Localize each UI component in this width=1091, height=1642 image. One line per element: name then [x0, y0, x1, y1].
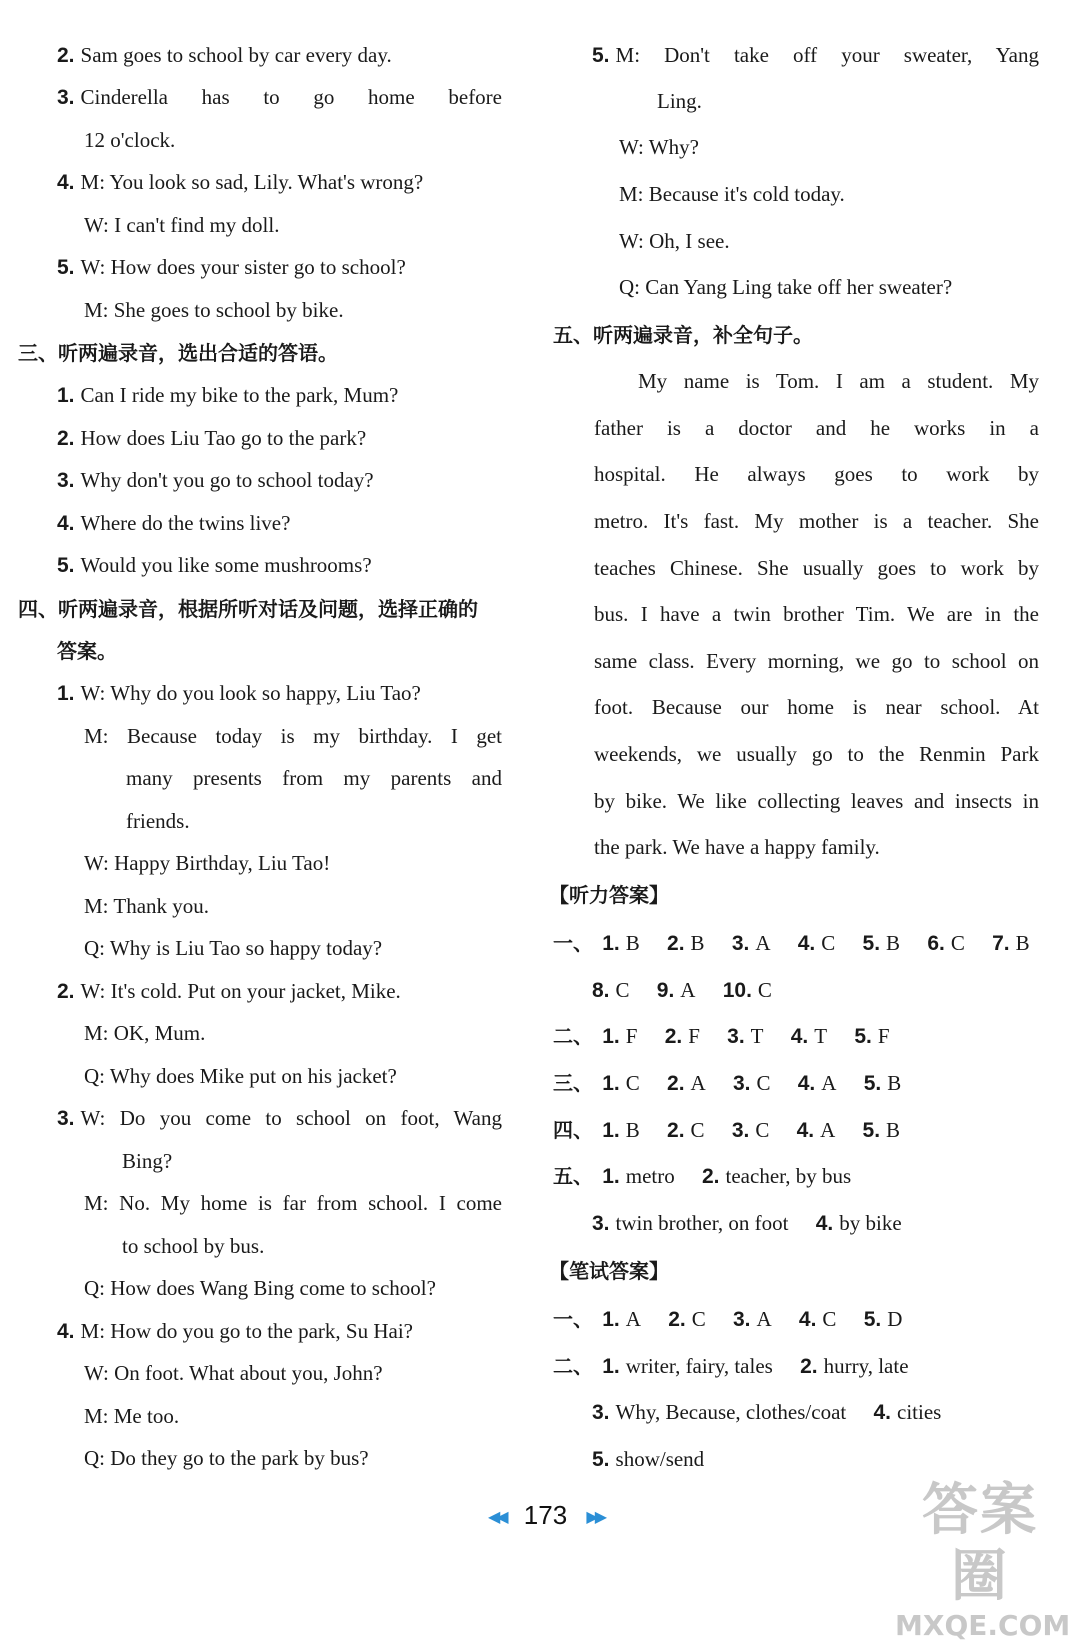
answer-row: 3. twin brother, on foot 4. by bike [592, 1211, 902, 1235]
list-item: 2. How does Liu Tao go to the park? [57, 426, 367, 450]
list-item: M: No. My home is far from school. I come [84, 1191, 502, 1215]
list-item: W: Why? [619, 135, 699, 159]
list-item: Q: Do they go to the park by bus? [84, 1446, 369, 1470]
list-item: 2. W: It's cold. Put on your jacket, Mike. [57, 979, 401, 1003]
list-item: 4. M: How do you go to the park, Su Hai? [57, 1319, 413, 1343]
answer-row: 一、 1. A 2. C 3. A 4. C 5. D [553, 1307, 903, 1331]
answer-row: 一、 1. B 2. B 3. A 4. C 5. B 6. C 7. B [553, 931, 1030, 955]
listening-answers-heading: 【听力答案】 [549, 883, 669, 907]
next-arrows-icon: ▶▶ [586, 1509, 604, 1527]
list-item: W: Oh, I see. [619, 229, 730, 253]
answer-row: 四、 1. B 2. C 3. C 4. A 5. B [553, 1118, 901, 1142]
list-item: M: She goes to school by bike. [84, 298, 344, 322]
list-item: W: On foot. What about you, John? [84, 1361, 383, 1385]
list-item: M: Because it's cold today. [619, 182, 845, 206]
list-item: 5. Would you like some mushrooms? [57, 553, 372, 577]
passage-line: teaches Chinese. She usually goes to work by [594, 556, 1039, 580]
watermark-text: 答案圈 [922, 1478, 1038, 1609]
list-item: Q: Can Yang Ling take off her sweater? [619, 275, 953, 299]
answer-row: 8. C 9. A 10. C [592, 978, 772, 1002]
list-item: W: Happy Birthday, Liu Tao! [84, 851, 331, 875]
section-heading-cont: 答案。 [57, 639, 117, 663]
answer-row: 三、 1. C 2. A 3. C 4. A 5. B [553, 1071, 902, 1095]
list-item: 3. Why don't you go to school today? [57, 468, 374, 492]
list-item: M: OK, Mum. [84, 1021, 206, 1045]
passage-line: same class. Every morning, we go to school on [594, 649, 1039, 673]
list-item: 3. W: Do you come to school on foot, Wang [57, 1106, 502, 1130]
watermark-logo [895, 1478, 1071, 1642]
list-item: 2. Sam goes to school by car every day. [57, 43, 392, 67]
passage-line: foot. Because our home is near school. At [594, 695, 1039, 719]
answer-row: 二、 1. F 2. F 3. T 4. T 5. F [553, 1024, 890, 1048]
list-item: 1. W: Why do you look so happy, Liu Tao? [57, 681, 421, 705]
passage-line: the park. We have a happy family. [594, 835, 880, 859]
page-number-text: 173 [523, 1500, 568, 1530]
list-item: Q: How does Wang Bing come to school? [84, 1276, 436, 1300]
list-item: 4. Where do the twins live? [57, 511, 291, 535]
list-item: 3. Cinderella has to go home before [57, 85, 502, 109]
section-heading: 三、听两遍录音，选出合适的答语。 [18, 341, 338, 365]
passage-line: My name is Tom. I am a student. My [638, 369, 1039, 393]
list-item: to school by bus. [122, 1234, 265, 1258]
passage-line: weekends, we usually go to the Renmin Park [594, 742, 1039, 766]
section-heading: 五、听两遍录音，补全句子。 [553, 323, 813, 347]
passage-line: bus. I have a twin brother Tim. We are in the [594, 602, 1039, 626]
list-item: M: Because today is my birthday. I get [84, 724, 502, 748]
list-item: friends. [126, 809, 190, 833]
answer-row: 3. Why, Because, clothes/coat 4. cities [592, 1400, 942, 1424]
list-item: Ling. [657, 89, 702, 113]
prev-arrows-icon: ◀◀ [487, 1509, 505, 1527]
list-item: 1. Can I ride my bike to the park, Mum? [57, 383, 399, 407]
list-item: Q: Why does Mike put on his jacket? [84, 1064, 397, 1088]
list-item: 4. M: You look so sad, Lily. What's wrong? [57, 170, 424, 194]
section-heading: 四、听两遍录音，根据所听对话及问题，选择正确的 [18, 597, 478, 621]
written-answers-heading: 【笔试答案】 [549, 1259, 669, 1283]
list-item: many presents from my parents and [126, 766, 502, 790]
passage-line: by bike. We like collecting leaves and insects in [594, 789, 1039, 813]
list-item: 12 o'clock. [84, 128, 176, 152]
list-item: W: I can't find my doll. [84, 213, 280, 237]
passage-line: father is a doctor and he works in a [594, 416, 1039, 440]
answer-row: 5. show/send [592, 1447, 705, 1471]
passage-line: hospital. He always goes to work by [594, 462, 1039, 486]
passage-line: metro. It's fast. My mother is a teacher. She [594, 509, 1039, 533]
list-item: M: Thank you. [84, 894, 210, 918]
answer-row: 二、 1. writer, fairy, tales 2. hurry, late [553, 1354, 909, 1378]
list-item: 5. M: Don't take off your sweater, Yang [592, 43, 1039, 67]
answer-row: 五、 1. metro 2. teacher, by bus [553, 1164, 852, 1188]
watermark-url: MXQE.COM [895, 1609, 1071, 1642]
list-item: Bing? [122, 1149, 173, 1173]
list-item: M: Me too. [84, 1404, 180, 1428]
list-item: Q: Why is Liu Tao so happy today? [84, 936, 383, 960]
list-item: 5. W: How does your sister go to school? [57, 255, 406, 279]
